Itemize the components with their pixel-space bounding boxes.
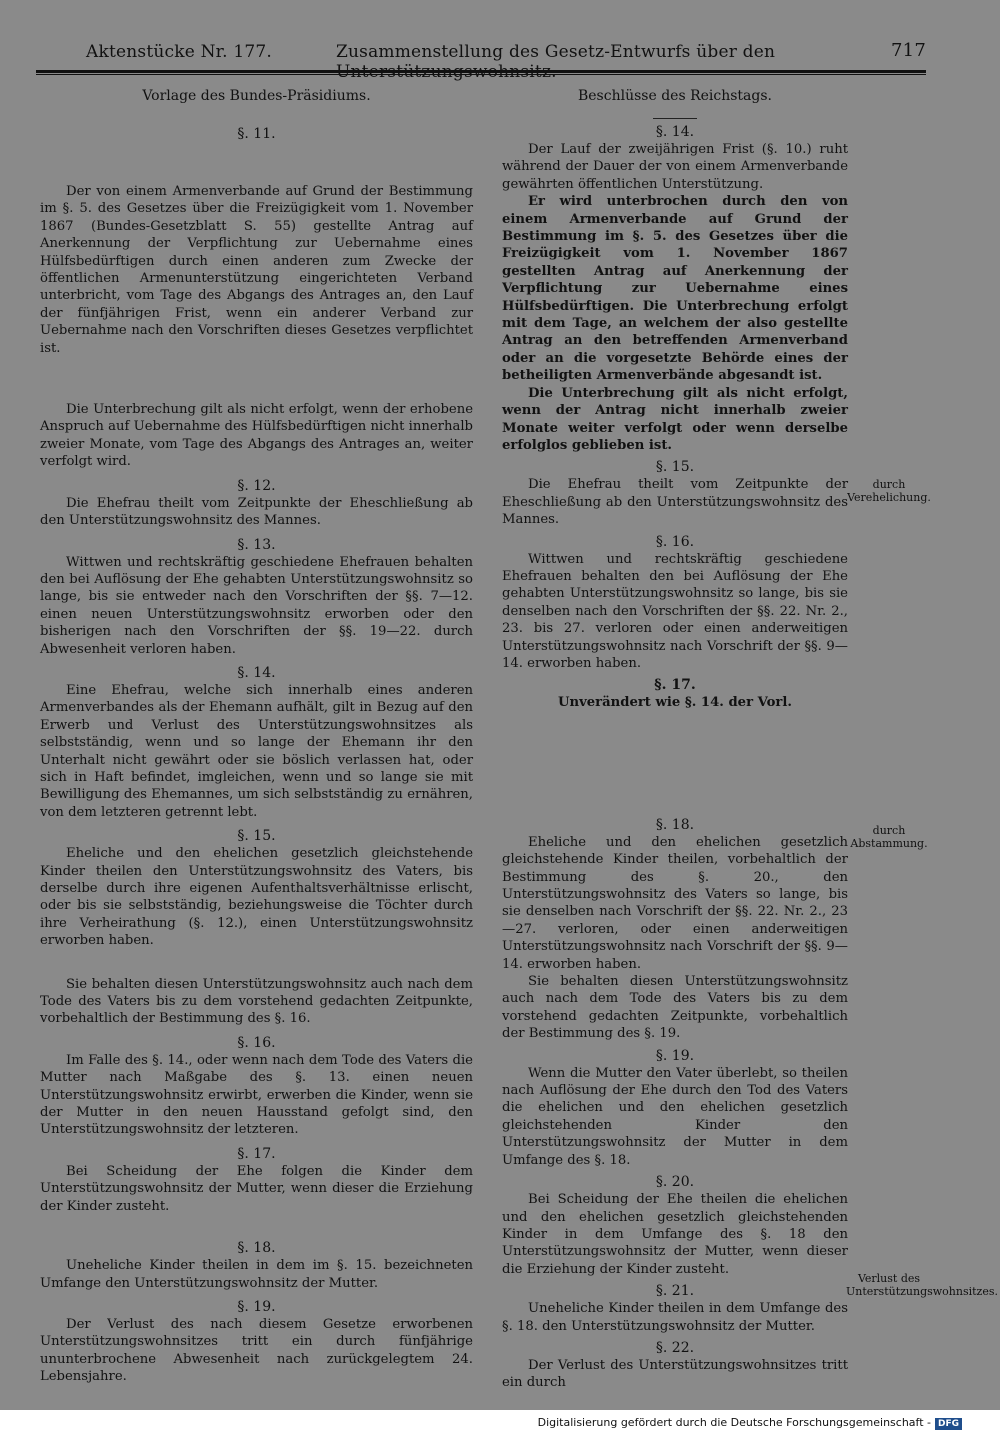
paragraph: Unverändert wie §. 14. der Vorl. <box>558 695 792 711</box>
paragraph: Die Ehefrau theilt vom Zeitpunkte der Eheschließung ab den Unterstützungswohnsitz des Mannes. <box>502 477 848 528</box>
margin-note-abstammung: durch Abstammung. <box>850 824 928 850</box>
paragraph: Im Falle des §. 14., oder wenn nach dem Tode des Vaters die Mutter nach Maßgabe des §. 13. einen neuen Unterstützungswohnsitz erwirbt, erwerben die Kinder, wenn sie der Mutter in den neuen Hausstand gefolgt sind, den Unterstützungswohnsitz der letzteren. <box>40 1052 473 1138</box>
paragraph: Eheliche und den ehelichen gesetzlich gleichstehende Kinder theilen den Unterstützungswohnsitz des Vaters, bis derselbe durch ihre eigenen Aufenthaltsverhältnisse erlischt, oder bis sie selbstständig, beziehungsweise die Töchter durch ihre Verheirathung (§. 12.), einen Unterstützungswohnsitz erworben haben. <box>40 846 473 949</box>
paragraph: Uneheliche Kinder theilen in dem im §. 15. bezeichneten Umfange den Unterstützungswohnsitz der Mutter. <box>40 1258 473 1291</box>
margin-note-verlust: Verlust des Unterstützungswohnsitzes. <box>846 1272 999 1298</box>
section-number: §. 19. <box>237 1298 276 1315</box>
paragraph: Er wird unterbrochen durch den von einem Armenverbande auf Grund der Bestimmung im §. 5. des Gesetzes über die Freizügigkeit vom 1. November 1867 gestellten Antrag auf Anerkennung der Verpflichtung zur Uebernahme eines Hülfsbedürftigen. Die Unterbrechung erfolgt mit dem Tage, an welchem der also gestellte Antrag an den betreffenden Armenverband oder an die vorgesetzte Behörde eines der betheiligten Armenverbände abgesandt ist. <box>502 194 848 384</box>
right-column-body <box>502 123 848 1392</box>
digitization-credit <box>538 1416 962 1430</box>
page-number: 717 <box>891 40 926 61</box>
paragraph: Bei Scheidung der Ehe folgen die Kinder dem Unterstützungswohnsitz der Mutter, wenn dieser die Erziehung der Kinder zusteht. <box>40 1163 473 1214</box>
paragraph: Wittwen und rechtskräftig geschiedene Ehefrauen behalten den bei Auflösung der Ehe gehabten Unterstützungswohnsitz so lange, bis sie denselben nach den Vorschriften der §§. 22. Nr. 2., 23. bis 27. verloren oder einen anderweitigen Unterstützungswohnsitz nach Vorschrift der §§. 9—14. erworben haben. <box>502 551 848 671</box>
paragraph: Eheliche und den ehelichen gesetzlich gleichstehende Kinder theilen, vorbehaltlich der Bestimmung des §. 20., den Unterstützungswohnsitz des Vaters so lange, bis sie denselben nach Vorschrift der §§. 22. Nr. 2., 23—27. verloren, oder einen anderweitigen Unterstützungswohnsitz nach Vorschrift der §§. 9—14. erworben haben. <box>502 834 848 972</box>
paragraph: Die Unterbrechung gilt als nicht erfolgt, wenn der Antrag nicht innerhalb zweier Monate weiter verfolgt oder wenn derselbe erfolglos geblieben ist. <box>502 385 848 453</box>
section-number: §. 17. <box>237 1145 276 1162</box>
left-column-heading: Vorlage des Bundes-Präsidiums. <box>142 88 371 104</box>
page-header <box>36 38 926 68</box>
section-number: §. 15. <box>655 459 695 476</box>
paragraph: Eine Ehefrau, welche sich innerhalb eines anderen Armenverbandes als der Ehemann aufhält, gilt in Bezug auf den Erwerb und Verlust des Unterstützungswohnsitzes als selbstständig, wenn und so lange der Ehemann ihr den Unterhalt nicht gewährt oder sie böslich verlassen hat, oder sich in Haft befindet, imgleichen, wenn und so lange sie mit Bewilligung des Ehemannes, um sich selbstständig zu ernähren, von dem letzteren getrennt lebt. <box>40 682 473 820</box>
section-number: §. 18. <box>655 816 695 833</box>
paragraph: Bei Scheidung der Ehe theilen die ehelichen und den ehelichen gesetzlich gleichstehenden Kinder in dem Umfange des §. 18 den Unterstützungswohnsitz der Mutter, wenn dieser die Erziehung der Kinder zusteht. <box>502 1192 848 1277</box>
section-number: §. 17. <box>654 677 696 694</box>
paragraph: Sie behalten diesen Unterstützungswohnsitz auch nach dem Tode des Vaters bis zu dem vorstehend gedachten Zeitpunkte, vorbehaltlich der Bestimmung des §. 19. <box>502 974 848 1042</box>
credit-text: Digitalisierung gefördert durch die Deutsche Forschungsgemeinschaft - <box>537 1416 931 1429</box>
paragraph: Der Lauf der zweijährigen Frist (§. 10.) ruht während der Dauer der von einem Armenverbande gewährten öffentlichen Unterstützung. <box>502 142 848 192</box>
paragraph: Die Unterbrechung gilt als nicht erfolgt, wenn der erhobene Anspruch auf Uebernahme des Hülfsbedürftigen nicht innerhalb zweier Monate, vom Tage des Abgangs des Antrages an, weiter verfolgt wird. <box>40 402 473 470</box>
right-heading-divider <box>653 118 697 119</box>
section-number: §. 16. <box>655 533 695 550</box>
right-column <box>502 84 848 1392</box>
section-number: §. 20. <box>655 1174 695 1191</box>
paragraph: Der von einem Armenverbande auf Grund der Bestimmung im §. 5. des Gesetzes über die Freizügigkeit vom 1. November 1867 (Bundes-Gesetzblatt S. 55) gestellte Antrag auf Anerkennung der Verpflichtung zur Uebernahme eines Hülfsbedürftigen durch einen anderen zum Zwecke der öffentlichen Armenunterstützung eingerichteten Verband unterbricht, vom Tage des Abgangs des Antrages an, den Lauf der fünfjährigen Frist, wenn ein anderer Verband zur Uebernahme nach den Vorschriften dieses Gesetzes verpflichtet ist. <box>40 184 473 356</box>
section-number: §. 16. <box>237 1034 276 1051</box>
header-rule-thick <box>36 70 926 73</box>
margin-note-verehelichung: durch Verehelichung. <box>847 478 931 504</box>
paragraph: Der Verlust des nach diesem Gesetze erworbenen Unterstützungswohnsitzes tritt ein durch fünfjährige ununterbrochene Abwesenheit nach zurückgelegtem 24. Lebensjahre. <box>40 1316 473 1385</box>
paragraph: Die Ehefrau theilt vom Zeitpunkte der Eheschließung ab den Unterstützungswohnsitz des Mannes. <box>40 495 473 529</box>
left-column <box>40 84 473 1386</box>
page-title: Zusammenstellung des Gesetz-Entwurfs über den <box>336 42 776 62</box>
paragraph: Uneheliche Kinder theilen in dem Umfange des §. 18. den Unterstützungswohnsitz der Mutter. <box>502 1301 848 1334</box>
paragraph: Sie behalten diesen Unterstützungswohnsitz auch nach dem Tode des Vaters bis zu dem vorstehend gedachten Zeitpunkte, vorbehaltlich der Bestimmung des §. 16. <box>40 976 473 1027</box>
paragraph: Wenn die Mutter den Vater überlebt, so theilen nach Auflösung der Ehe durch den Tod des Vaters die ehelichen und den ehelichen gesetzlich gleichstehenden Kinder den Unterstützungswohnsitz der Mutter in dem Umfange des §. 18. <box>502 1065 848 1168</box>
section-number: §. 14. <box>237 664 276 681</box>
header-rule-thin <box>36 74 926 75</box>
section-number: §. 15. <box>237 828 276 845</box>
section-number: §. 11. <box>237 126 276 142</box>
section-number: §. 13. <box>237 536 276 553</box>
section-number: §. 12. <box>237 477 276 494</box>
paragraph: Wittwen und rechtskräftig geschiedene Ehefrauen behalten den bei Auflösung der Ehe gehabten Unterstützungswohnsitz so lange, bis sie entweder nach den Vorschriften der §§. 7—12. einen neuen Unterstützungswohnsitz erworben oder den bisherigen nach den Vorschriften der §§. 19—22. durch Abwesenheit verloren haben. <box>40 554 473 657</box>
right-column-heading: Beschlüsse des Reichstags. <box>577 88 772 104</box>
dfg-logo: DFG <box>935 1418 962 1430</box>
left-column-body <box>40 125 473 1386</box>
section-number: §. 18. <box>237 1240 276 1257</box>
document-reference: Aktenstücke Nr. 177. <box>86 42 273 62</box>
section-number: §. 21. <box>655 1283 695 1300</box>
paragraph: Der Verlust des Unterstützungswohnsitzes tritt ein durch <box>502 1357 848 1391</box>
section-number: §. 14. <box>655 124 695 140</box>
section-number: §. 22. <box>655 1339 695 1356</box>
section-number: §. 19. <box>655 1047 695 1064</box>
